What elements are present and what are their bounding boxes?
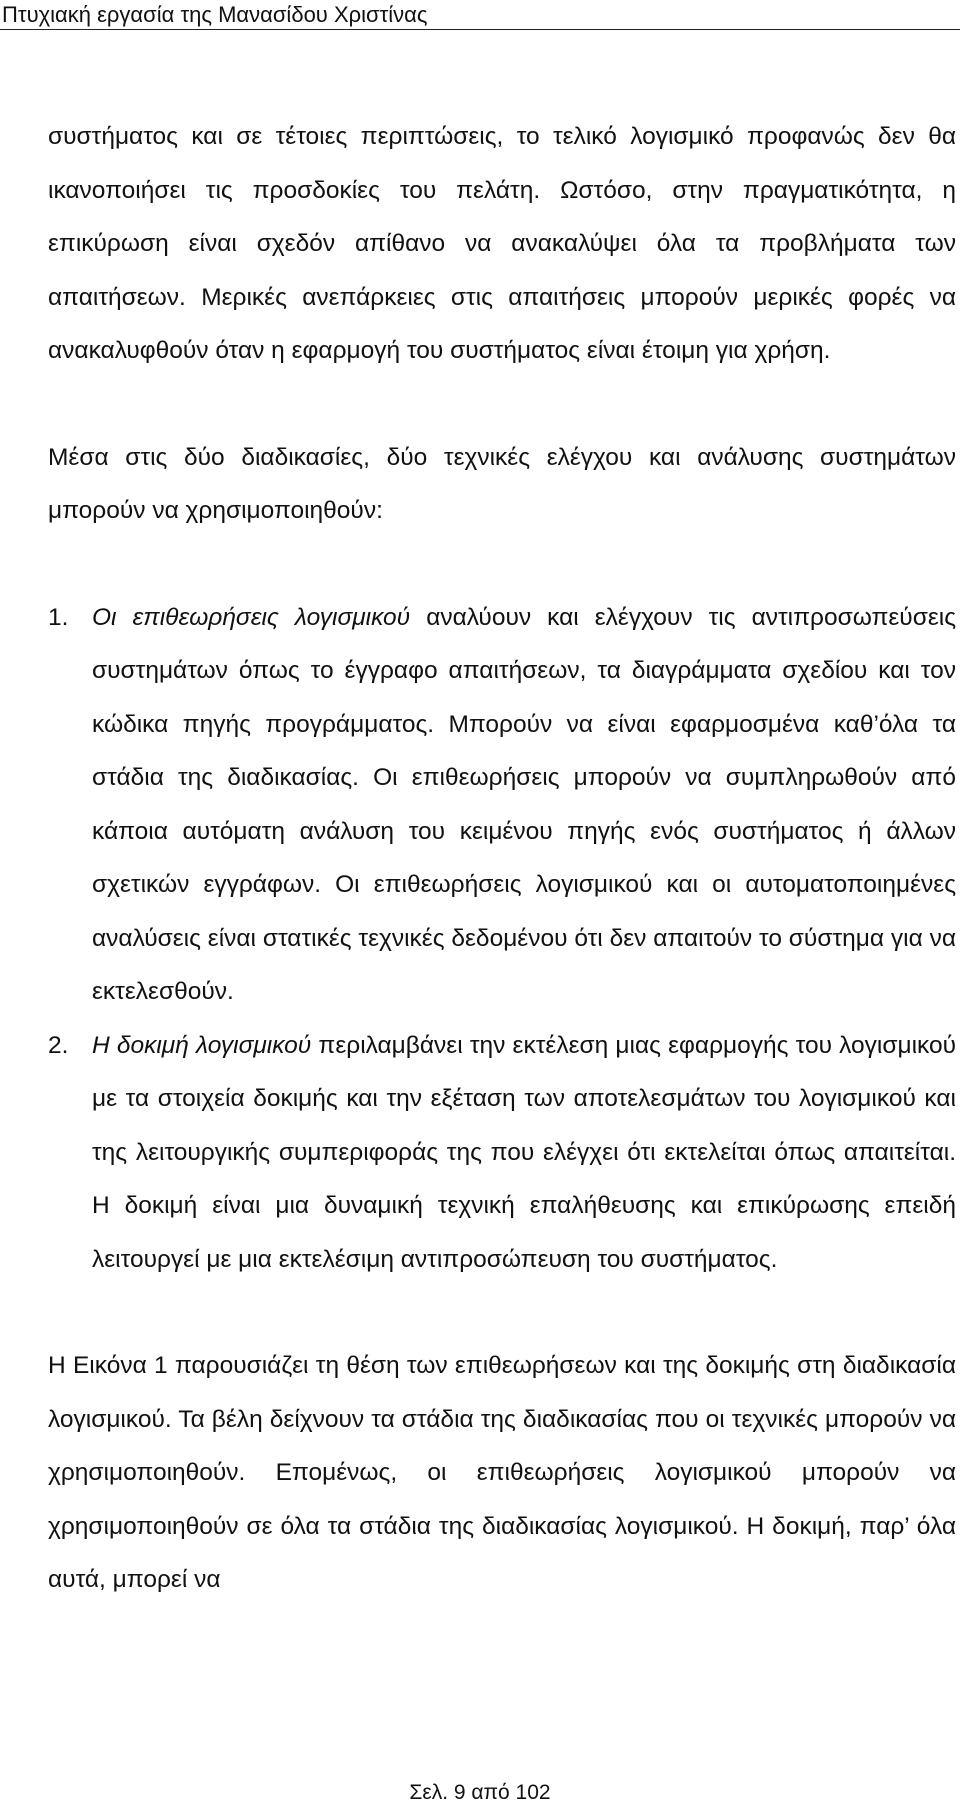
paragraph-1: συστήματος και σε τέτοιες περιπτώσεις, το τελικό λογισμικό προφανώς δεν θα ικανοποιήσει τις προσδοκίες του πελάτη. Ωστόσο, στην πραγματικότητα, η επικύρωση είναι σχεδόν απίθανο να ανακαλύψει όλα τα προβλήματα των απαιτήσεων. Μερικές ανεπάρκειες στις απαιτήσεις μπορούν μερικές φορές να ανακαλυφθούν όταν η εφαρμογή του συστήματος είναι έτοιμη για χρήση. [48, 123, 956, 364]
list-item-number: 2. [48, 1031, 69, 1059]
list-item-term: Η δοκιμή λογισμικού [92, 1031, 312, 1059]
list-item-body [92, 1019, 956, 1287]
header-title: Πτυχιακή εργασία της Μανασίδου Χριστίνας [2, 2, 428, 27]
list-item-number: 1. [48, 603, 69, 631]
list-item-body [92, 591, 956, 1019]
list-item-text: αναλύουν και ελέγχουν τις αντιπροσωπεύσεις συστημάτων όπως το έγγραφο απαιτήσεων, τα διαγράμματα σχεδίου και τον κώδικα πηγής προγράμματος. Μπορούν να είναι εφαρμοσμένα καθ’όλα τα στάδια της διαδικασίας. Οι επιθεωρήσεις μπορούν να συμπληρωθούν από κάποια αυτόματη ανάλυση του κειμένου πηγής ενός συστήματος ή άλλων σχετικών εγγράφων. Οι επιθεωρήσεις λογισμικού και οι αυτοματοποιημένες αναλύσεις είναι στατικές τεχνικές δεδομένου ότι δεν απαιτούν το σύστημα για να εκτελεσθούν. [92, 603, 956, 1005]
page-number: Σελ. 9 από 102 [409, 1781, 551, 1804]
list-item-term: Οι επιθεωρήσεις λογισμικού [92, 603, 411, 631]
list-item [48, 591, 956, 1019]
document-body [48, 110, 956, 1607]
list-item [48, 1019, 956, 1287]
paragraph-3: Η Εικόνα 1 παρουσιάζει τη θέση των επιθεωρήσεων και της δοκιμής στη διαδικασία λογισμικού. Τα βέλη δείχνουν τα στάδια της διαδικασίας που οι τεχνικές μπορούν να χρησιμοποιηθούν. Επομένως, οι επιθεωρήσεις λογισμικού μπορούν να χρησιμοποιηθούν σε όλα τα στάδια της διαδικασίας λογισμικού. Η δοκιμή, παρ’ όλα αυτά, μπορεί να [48, 1352, 956, 1593]
page-footer [0, 1780, 960, 1806]
paragraph-2: Μέσα στις δύο διαδικασίες, δύο τεχνικές ελέγχου και ανάλυσης συστημάτων μπορούν να χρησιμοποιηθούν: [48, 443, 956, 524]
list-item-text: περιλαμβάνει την εκτέλεση μιας εφαρμογής του λογισμικού με τα στοιχεία δοκιμής και την εξέταση των αποτελεσμάτων του λογισμικού και της λειτουργικής συμπεριφοράς της που ελέγχει ότι εκτελείται όπως απαιτείται. Η δοκιμή είναι μια δυναμική τεχνική επαλήθευσης και επικύρωσης επειδή λειτουργεί με μια εκτελέσιμη αντιπροσώπευση του συστήματος. [92, 1031, 956, 1273]
page-header [0, 0, 960, 30]
techniques-list [48, 591, 956, 1287]
